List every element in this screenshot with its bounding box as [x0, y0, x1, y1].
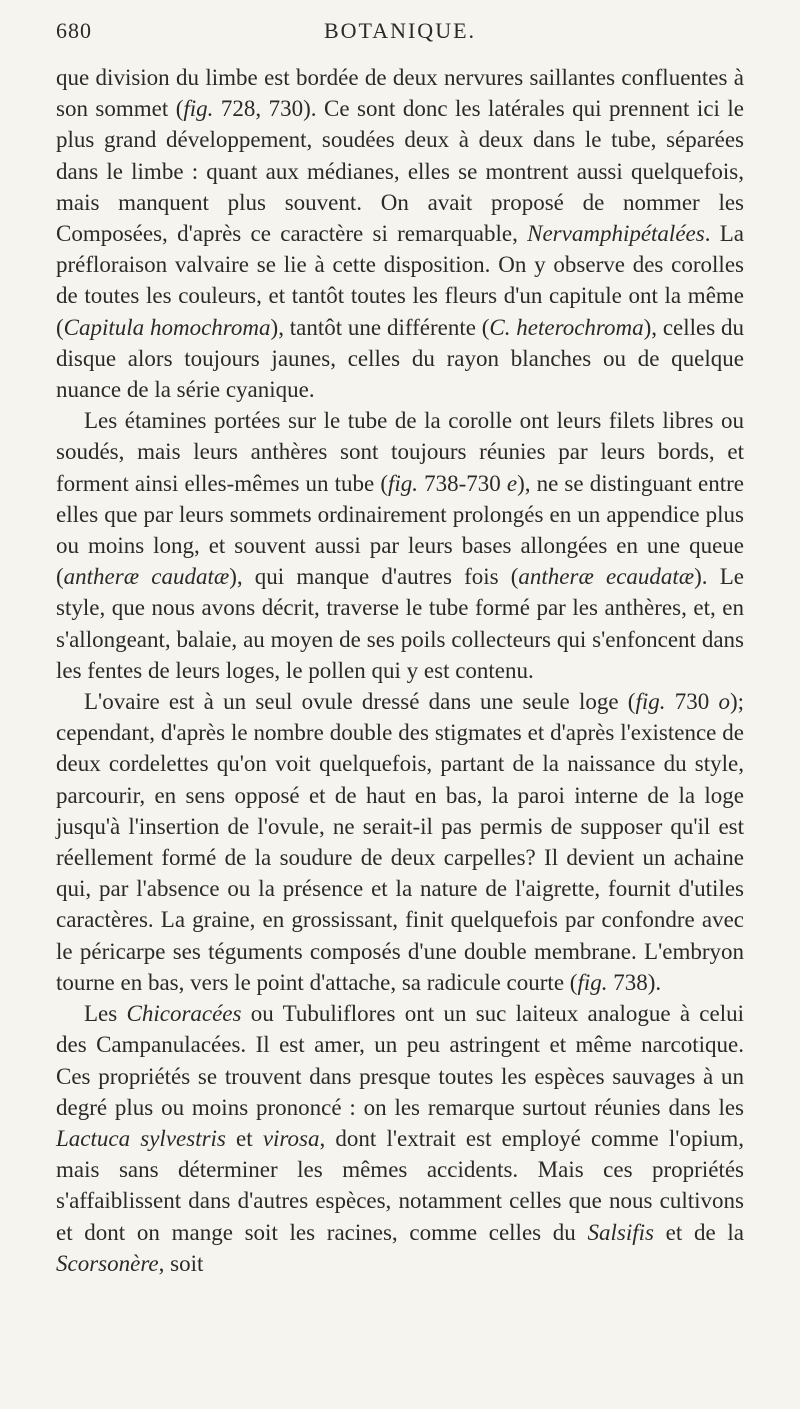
- text-run: et de la: [653, 1219, 744, 1245]
- text-run: , dont l'extrait est employé comme l'opium, mais sans déterminer les mêmes accidents. Mais ces propriétés s'affaiblissent dans d'autres espèces, notamment celles que nous cultivons et dont on mange soit les racines, comme celles du: [56, 1125, 744, 1245]
- paragraph-corolla: [56, 62, 744, 405]
- italic-run: Chicoracées: [126, 1001, 242, 1027]
- text-run: ), ne se distinguant entre elles que par leurs sommets ordinairement prolongés en un appendice plus ou moins long, et souvent aussi par leurs bases allongées en une queue (: [56, 470, 744, 590]
- text-run: ), qui manque d'autres fois (: [229, 564, 519, 590]
- italic-run: e: [506, 470, 518, 496]
- text-run: ). Le style, que nous avons décrit, traverse le tube formé par les anthères, et, en s'allongeant, balaie, au moyen de ses poils collecteurs qui s'enfoncent dans les fentes de leurs loges, le pollen qui y est contenu.: [56, 564, 744, 683]
- italic-run: Scorsonère: [56, 1250, 159, 1276]
- italic-run: fig.: [635, 689, 666, 715]
- italic-run: Nervamphipétalées: [527, 221, 705, 247]
- paragraph-stamens: [56, 405, 744, 686]
- text-run: ou Tubuliflores ont un suc laiteux analogue à celui des Campanulacées. Il est amer, un peu astringent et même narcotique. Ces propriétés se trouvent dans presque toutes les espèces sauvages à un degré plus ou moins prononcé : on les remarque surtout réunies dans les: [56, 1001, 745, 1120]
- running-title: BOTANIQUE.: [323, 18, 477, 43]
- italic-run: fig.: [387, 470, 419, 496]
- text-run: que division du limbe est bordée de deux nervures saillantes confluentes à son sommet (: [56, 65, 744, 122]
- paragraph-ovary: [56, 686, 744, 998]
- italic-run: Salsifis: [587, 1219, 654, 1245]
- italic-run: C. heterochroma: [489, 314, 644, 340]
- text-run: L'ovaire est à un seul ovule dressé dans une seule loge (: [84, 689, 636, 715]
- text-run: , soit: [158, 1250, 204, 1276]
- text-run: ); cependant, d'après le nombre double des stigmates et d'après l'existence de deux cordelettes qu'on voit quelquefois, partant de la naissance du style, parcourir, en sens opposé et de haut en bas, la paroi interne de la loge jusqu'à l'insertion de l'ovule, ne serait-il pas permis de supposer qu'il est réellement formé de la soudure de deux carpelles? Il devient un achaine qui, par l'absence ou la présence et la nature de l'aigrette, fournit d'utiles caractères. La graine, en grossissant, finit quelquefois par confondre avec le péricarpe ses téguments composés d'une double membrane. L'embryon tourne en bas, vers le point d'attache, sa radicule courte (: [56, 689, 745, 995]
- italic-run: antheræ ecaudatæ: [518, 564, 695, 590]
- italic-run: virosa: [262, 1125, 320, 1151]
- text-run: 728, 730). Ce sont donc les latérales qui prennent ici le plus grand développement, soudées deux à deux dans le tube, séparées dans le limbe : quant aux médianes, elles se montrent aussi quelquefois, mais manquent plus souvent. On avait proposé de nommer les Composées, d'après ce caractère si remarquable,: [56, 96, 744, 247]
- text-run: 738).: [607, 969, 662, 995]
- paragraph-chicoracees: [56, 998, 744, 1279]
- page-number: 680: [56, 18, 92, 43]
- text-run: 738-730: [418, 470, 507, 496]
- text-run: ), tantôt une différente (: [270, 314, 490, 340]
- italic-run: fig.: [183, 96, 214, 122]
- italic-run: Capitula homochroma: [63, 314, 271, 340]
- text-run: 730: [665, 689, 719, 715]
- italic-run: Lactuca sylvestris: [56, 1125, 226, 1151]
- text-run: et: [225, 1125, 263, 1151]
- text-run: ), celles du disque alors toujours jaunes, celles du rayon blanches ou de quelque nuance de la série cyanique.: [56, 314, 745, 403]
- italic-run: o: [718, 689, 730, 715]
- italic-run: fig.: [577, 969, 608, 995]
- italic-run: antheræ caudatæ: [63, 564, 230, 590]
- page-header: [56, 8, 744, 48]
- body-text: [56, 62, 744, 1279]
- text-run: Les étamines portées sur le tube de la corolle ont leurs filets libres ou soudés, mais leurs anthères sont toujours réunies par leurs bords, et forment ainsi elles-mêmes un tube (: [56, 408, 744, 496]
- text-run: . La préfloraison valvaire se lie à cette disposition. On y observe des corolles de toutes les couleurs, et tantôt toutes les fleurs d'un capitule ont la même (: [56, 221, 745, 340]
- text-run: Les: [84, 1001, 127, 1027]
